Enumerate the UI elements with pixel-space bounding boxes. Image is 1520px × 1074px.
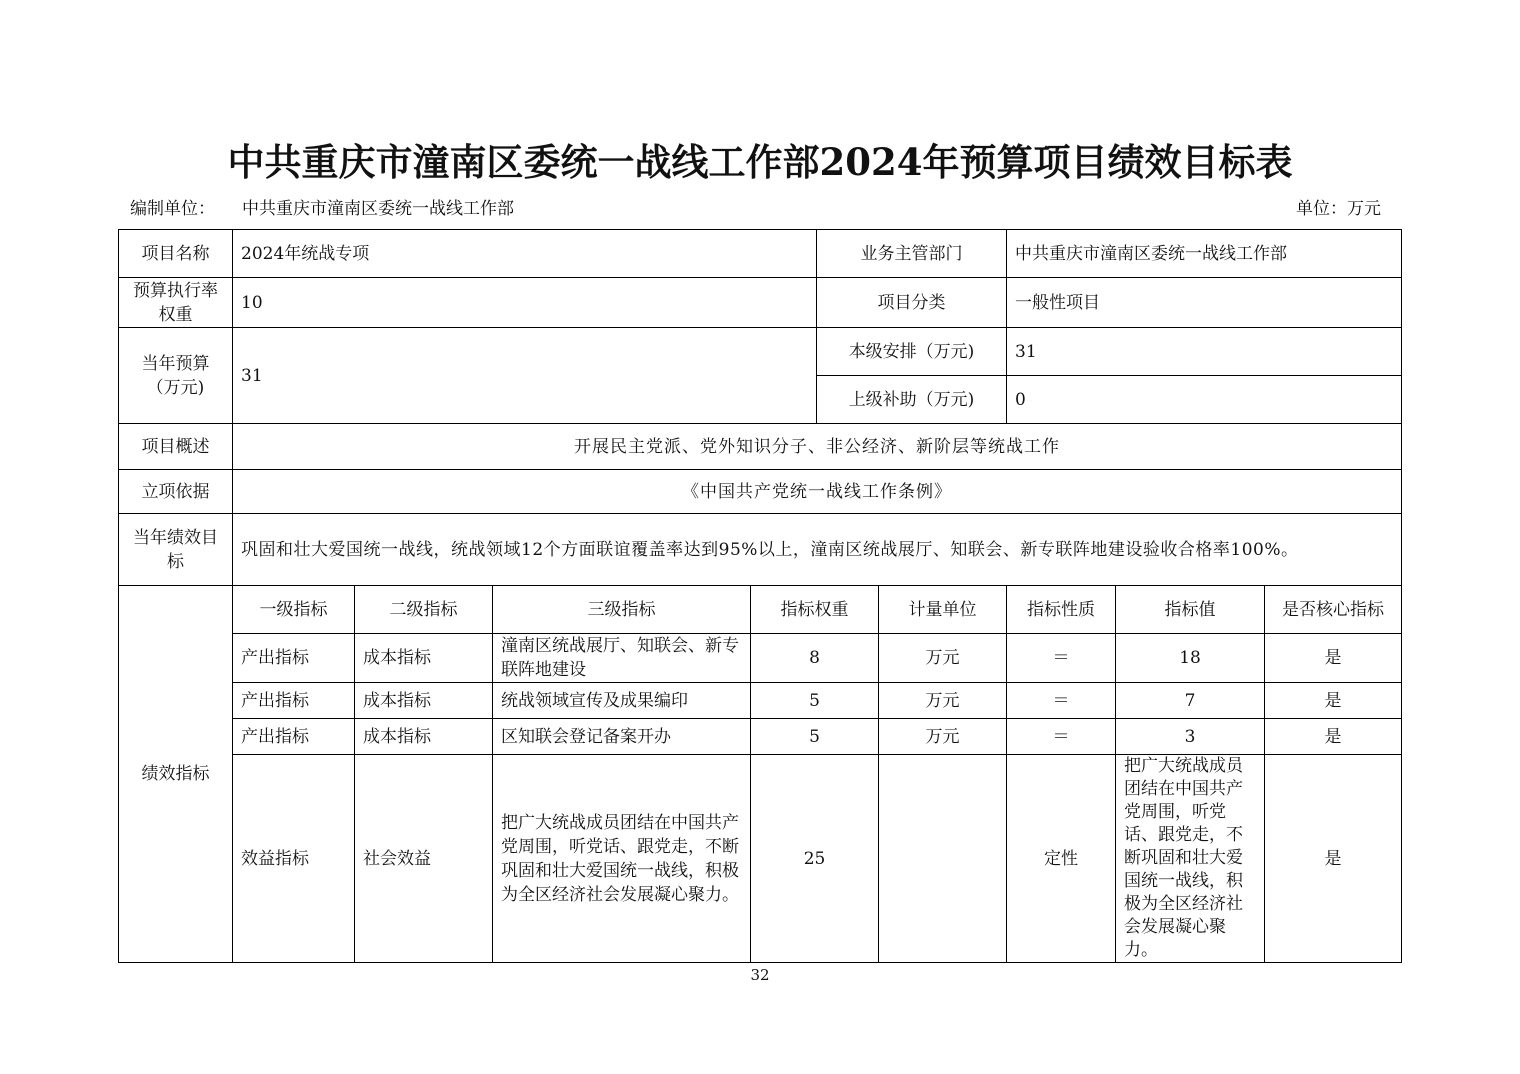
row-weight: 5 — [751, 683, 879, 719]
row-level2: 社会效益 — [355, 755, 493, 963]
table-row — [119, 719, 1402, 755]
row-level1: 产出指标 — [233, 634, 355, 683]
table-row — [119, 755, 1402, 963]
row-nature: ＝ — [1007, 683, 1116, 719]
basis-value: 《中国共产党统一战线工作条例》 — [233, 470, 1402, 514]
row-weight: 8 — [751, 634, 879, 683]
row-level3: 潼南区统战展厅、知联会、新专联阵地建设 — [493, 634, 751, 683]
exec-rate-value: 10 — [233, 278, 817, 328]
row-level2: 成本指标 — [355, 634, 493, 683]
page-number: 32 — [750, 966, 770, 984]
compiler-value: 中共重庆市潼南区委统一战线工作部 — [242, 199, 514, 219]
basis-label: 立项依据 — [119, 470, 233, 514]
row-weight: 5 — [751, 719, 879, 755]
superior-label: 上级补助（万元) — [817, 376, 1007, 424]
row-level2: 成本指标 — [355, 683, 493, 719]
budget-value: 31 — [233, 328, 817, 424]
goal-label: 当年绩效目标 — [119, 514, 233, 586]
project-name-value: 2024年统战专项 — [233, 230, 817, 278]
row-core: 是 — [1265, 634, 1402, 683]
overview-label: 项目概述 — [119, 424, 233, 470]
row-level1: 效益指标 — [233, 755, 355, 963]
header-core: 是否核心指标 — [1265, 586, 1402, 634]
row-core: 是 — [1265, 719, 1402, 755]
category-label: 项目分类 — [817, 278, 1007, 328]
goal-value: 巩固和壮大爱国统一战线，统战领域12个方面联谊覆盖率达到95%以上，潼南区统战展厅、知联会、新专联阵地建设验收合格率100%。 — [233, 514, 1402, 586]
row-unit — [879, 755, 1007, 963]
exec-rate-label: 预算执行率权重 — [119, 278, 233, 328]
row-unit: 万元 — [879, 634, 1007, 683]
header-level2: 二级指标 — [355, 586, 493, 634]
row-nature: ＝ — [1007, 719, 1116, 755]
row-level3: 区知联会登记备案开办 — [493, 719, 751, 755]
table-row — [119, 683, 1402, 719]
row-value: 7 — [1116, 683, 1265, 719]
row-core: 是 — [1265, 755, 1402, 963]
table-row — [119, 634, 1402, 683]
row-value: 把广大统战成员团结在中国共产党周围，听党话、跟党走，不断巩固和壮大爱国统一战线，积极为全区经济社会发展凝心聚力。 — [1116, 755, 1265, 963]
row-core: 是 — [1265, 683, 1402, 719]
row-unit: 万元 — [879, 719, 1007, 755]
unit-label: 单位：万元 — [1296, 199, 1381, 219]
row-level3: 统战领域宣传及成果编印 — [493, 683, 751, 719]
row-nature: 定性 — [1007, 755, 1116, 963]
row-level1: 产出指标 — [233, 719, 355, 755]
budget-label: 当年预算（万元) — [119, 328, 233, 424]
header-nature: 指标性质 — [1007, 586, 1116, 634]
header-level1: 一级指标 — [233, 586, 355, 634]
performance-table — [118, 229, 1402, 963]
row-value: 18 — [1116, 634, 1265, 683]
header-value: 指标值 — [1116, 586, 1265, 634]
row-level2: 成本指标 — [355, 719, 493, 755]
row-unit: 万元 — [879, 683, 1007, 719]
category-value: 一般性项目 — [1007, 278, 1402, 328]
indicators-label: 绩效指标 — [119, 586, 233, 963]
page-title: 中共重庆市潼南区委统一战线工作部2024年预算项目绩效目标表 — [227, 140, 1293, 184]
header-level3: 三级指标 — [493, 586, 751, 634]
row-value: 3 — [1116, 719, 1265, 755]
dept-value: 中共重庆市潼南区委统一战线工作部 — [1007, 230, 1402, 278]
superior-value: 0 — [1007, 376, 1402, 424]
local-value: 31 — [1007, 328, 1402, 376]
row-level1: 产出指标 — [233, 683, 355, 719]
header-weight: 指标权重 — [751, 586, 879, 634]
row-weight: 25 — [751, 755, 879, 963]
header-unit: 计量单位 — [879, 586, 1007, 634]
overview-value: 开展民主党派、党外知识分子、非公经济、新阶层等统战工作 — [233, 424, 1402, 470]
row-nature: ＝ — [1007, 634, 1116, 683]
local-label: 本级安排（万元) — [817, 328, 1007, 376]
project-name-label: 项目名称 — [119, 230, 233, 278]
row-level3: 把广大统战成员团结在中国共产党周围，听党话、跟党走，不断巩固和壮大爱国统一战线，积极为全区经济社会发展凝心聚力。 — [493, 755, 751, 963]
dept-label: 业务主管部门 — [817, 230, 1007, 278]
compiler-label: 编制单位： — [130, 199, 215, 219]
